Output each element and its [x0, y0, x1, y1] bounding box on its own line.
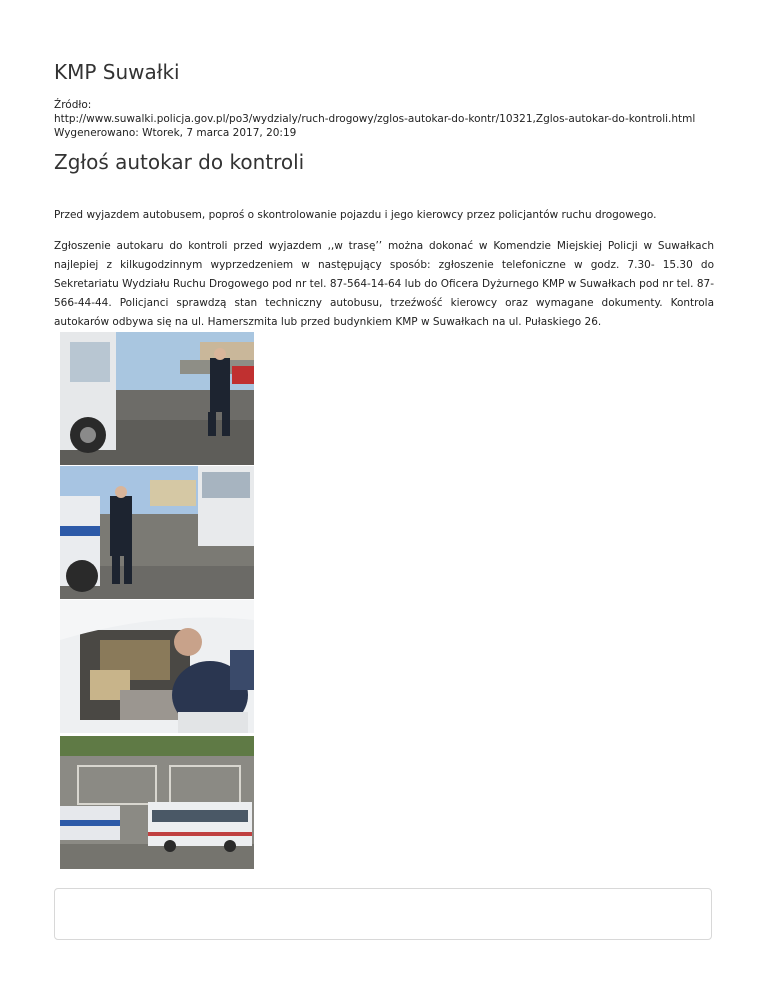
article-title: Zgłoś autokar do kontroli	[54, 150, 305, 174]
article-lead: Przed wyjazdem autobusem, poproś o skontrolowanie pojazdu i jego kierowcy przez policjantów ruchu drogowego.	[54, 209, 657, 221]
source-block	[54, 98, 734, 140]
photo-bus-parking	[60, 736, 254, 869]
footer-box	[54, 888, 712, 940]
article-body: Zgłoszenie autokaru do kontroli przed wyjazdem ,,w trasę’’ można dokonać w Komendzie Miejskiej Policji w Suwałkach najlepiej z kilkugodzinnym wyprzedzeniem w następujący sposób: zgłoszenie telefoniczne w godz. 7.30- 15.30 do Sekretariatu Wydziału Ruchu Drogowego pod nr tel. 87-564-14-64 lub do Oficera Dyżurnego KMP w Suwałkach pod nr tel. 87-566-44-44. Policjanci sprawdzą stan techniczny autobusu, trzeźwość kierowcy oraz wymagane dokumenty. Kontrola autokarów odbywa się na ul. Hamerszmita lub przed budynkiem KMP w Suwałkach na ul. Pułaskiego 26.	[54, 240, 714, 328]
source-label: Źródło:	[54, 99, 92, 111]
photo-officer-police-car	[60, 466, 254, 599]
photo-officer-beside-bus	[60, 332, 254, 465]
site-title: KMP Suwałki	[54, 60, 180, 84]
source-url[interactable]: http://www.suwalki.policja.gov.pl/po3/wydzialy/ruch-drogowy/zglos-autokar-do-kontr/10321,Zglos-autokar-do-kontroli.html	[54, 113, 696, 125]
generated-timestamp: Wygenerowano: Wtorek, 7 marca 2017, 20:19	[54, 127, 297, 139]
photo-engine-inspection	[60, 600, 254, 733]
